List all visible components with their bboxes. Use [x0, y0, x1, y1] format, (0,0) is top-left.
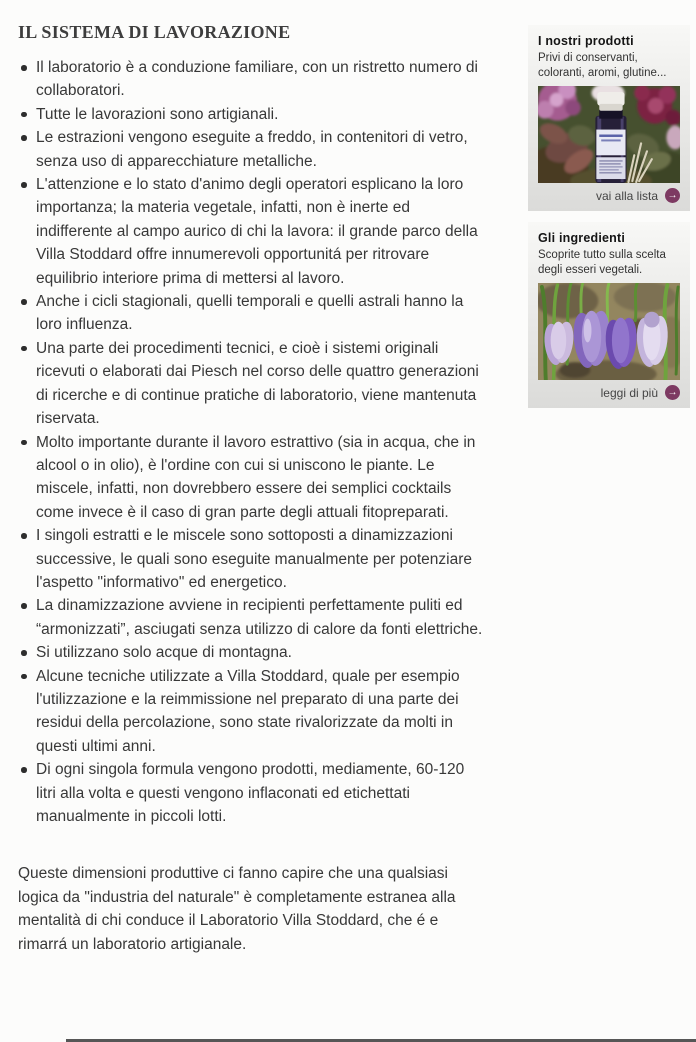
list-item: Molto importante durante il lavoro estrattivo (sia in acqua, che in alcool o in olio), è l'ordine con cui si uniscono le piante. Le miscele, infatti, non dovrebbero essere dei semplici cocktails come invece è il caso di gran parte degli attuali fitopreparati.: [36, 431, 488, 525]
list-item: Tutte le lavorazioni sono artigianali.: [36, 103, 488, 126]
leggi-di-piu-label: leggi di più: [600, 385, 658, 400]
list-item: Alcune tecniche utilizzate a Villa Stoddard, quale per esempio l'utilizzazione e la reimmissione nel preparato di una parte dei residui della percolazione, sono state rivalorizzate da molti in questi ultimi anni.: [36, 665, 488, 759]
arrow-right-circle-icon[interactable]: [665, 385, 680, 400]
promo-box-ingredients: [528, 222, 690, 408]
list-item: Anche i cicli stagionali, quelli temporali e quelli astrali hanno la loro influenza.: [36, 290, 488, 337]
list-item: I singoli estratti e le miscele sono sottoposti a dinamizzazioni successive, le quali sono eseguite manualmente per potenziare l'aspetto "informativo" ed energetico.: [36, 524, 488, 594]
list-item: Si utilizzano solo acque di montagna.: [36, 641, 488, 664]
main-content: [18, 22, 518, 956]
promo-box-products: [528, 25, 690, 211]
vai-alla-lista-label: vai alla lista: [595, 188, 658, 203]
arrow-right-circle-icon[interactable]: [665, 188, 680, 203]
promo-products-title: I nostri prodotti: [538, 34, 634, 48]
list-item: La dinamizzazione avviene in recipienti perfettamente puliti ed “armonizzati”, asciugati senza utilizzo di calore da fonti elettriche.: [36, 594, 488, 641]
promo-ingredients-description: Scoprite tutto sulla scelta degli esseri vegetali.: [538, 249, 666, 276]
promo-products-description: Privi di conservanti, coloranti, aromi, glutine...: [538, 52, 667, 79]
list-item: L'attenzione e lo stato d'animo degli operatori esplicano la loro importanza; la materia vegetale, infatti, non è inerte ed indifferente al campo aurico di chi la lavora: il grande parco della Villa Stoddard offre innumerevoli opportunitá per ritrovare equilibrio interiore prima di mettersi al lavoro.: [36, 173, 488, 290]
products-photo[interactable]: [538, 86, 680, 183]
page-title: IL SISTEMA DI LAVORAZIONE: [18, 22, 291, 42]
vai-alla-lista-link[interactable]: [538, 188, 680, 203]
list-item: Di ogni singola formula vengono prodotti, mediamente, 60-120 litri alla volta e questi vengono inflaconati ed etichettati manualmente in piccoli lotti.: [36, 758, 488, 828]
promo-ingredients-title: Gli ingredienti: [538, 231, 626, 245]
list-item: Una parte dei procedimenti tecnici, e cioè i sistemi originali ricevuti o elaborati dai Piesch nel corso delle quattro generazioni di ricerche e di continue pratiche di laboratorio, viene mantenuta riservata.: [36, 337, 488, 431]
closing-paragraph: Queste dimensioni produttive ci fanno capire che una qualsiasi logica da "industria del naturale" è completamente estranea alla mentalità di chi conduce il Laboratorio Villa Stoddard, che é e rimarrá un laboratorio artigianale.: [18, 865, 456, 953]
leggi-di-piu-link[interactable]: [538, 385, 680, 400]
list-item: Le estrazioni vengono eseguite a freddo, in contenitori di vetro, senza uso di apparecchiature metalliche.: [36, 126, 488, 173]
bullet-list: [18, 56, 488, 828]
list-item: Il laboratorio è a conduzione familiare, con un ristretto numero di collaboratori.: [36, 56, 488, 103]
ingredients-photo[interactable]: [538, 283, 680, 380]
